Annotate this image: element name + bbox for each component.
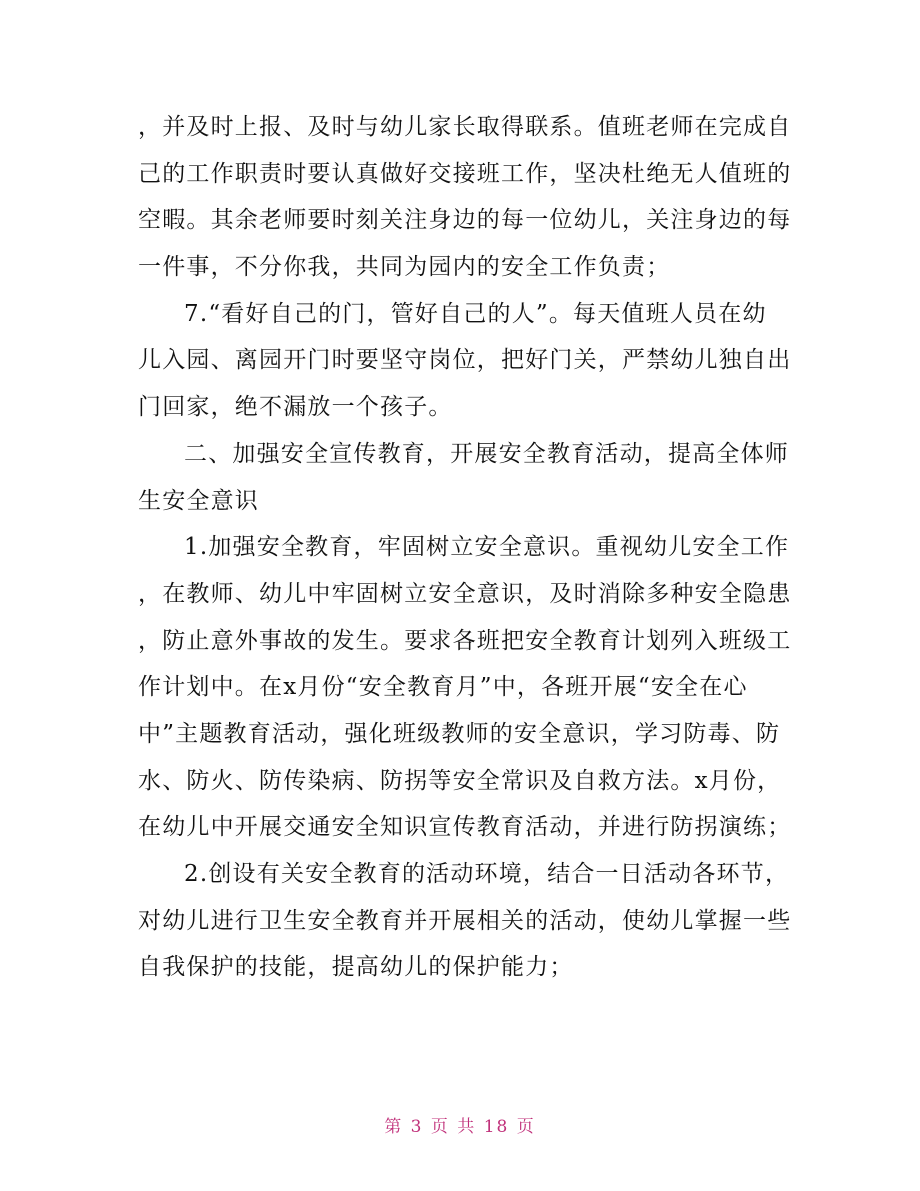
text-line: 门回家，绝不漏放一个孩子。	[138, 394, 453, 421]
text-line: ，并及时上报、及时与幼儿家长取得联系。值班老师在完成自	[138, 114, 792, 140]
text-line: 对幼儿进行卫生安全教育并开展相关的活动，使幼儿掌握一些	[138, 907, 792, 934]
text-line: 二、加强安全宣传教育，开展安全教育活动，提高全体师	[184, 440, 789, 467]
text-line: 空暇。其余老师要时刻关注身边的每一位幼儿，关注身边的每	[138, 207, 792, 234]
text-line: ，防止意外事故的发生。要求各班把安全教育计划列入班级工	[138, 627, 792, 654]
text-line: 自我保护的技能，提高幼儿的保护能力；	[138, 954, 574, 981]
text-line: 水、防火、防传染病、防拐等安全常识及自救方法。x月份，	[138, 767, 782, 794]
text-line: 作计划中。在x月份“安全教育月”中，各班开展“安全在心	[138, 674, 748, 701]
text-line: 中”主题教育活动，强化班级教师的安全意识，学习防毒、防	[138, 720, 781, 747]
page-number-footer: 第 3 页 共 18 页	[384, 1117, 536, 1137]
text-line: 2.创设有关安全教育的活动环境，结合一日活动各环节，	[184, 861, 790, 887]
document-body	[138, 104, 798, 991]
text-line: 在幼儿中开展交通安全知识宣传教育活动，并进行防拐演练；	[138, 814, 792, 841]
text-line: 一件事，不分你我，共同为园内的安全工作负责；	[138, 254, 671, 281]
text-line: 7.“看好自己的门，管好自己的人”。每天值班人员在幼	[184, 300, 767, 327]
text-line: 己的工作职责时要认真做好交接班工作，坚决杜绝无人值班的	[138, 160, 792, 187]
text-line: ，在教师、幼儿中牢固树立安全意识，及时消除多种安全隐患	[138, 580, 792, 607]
text-line: 儿入园、离园开门时要坚守岗位，把好门关，严禁幼儿独自出	[138, 347, 792, 374]
text-line: 1.加强安全教育，牢固树立安全意识。重视幼儿安全工作	[184, 534, 790, 561]
text-line: 生安全意识	[138, 487, 259, 514]
